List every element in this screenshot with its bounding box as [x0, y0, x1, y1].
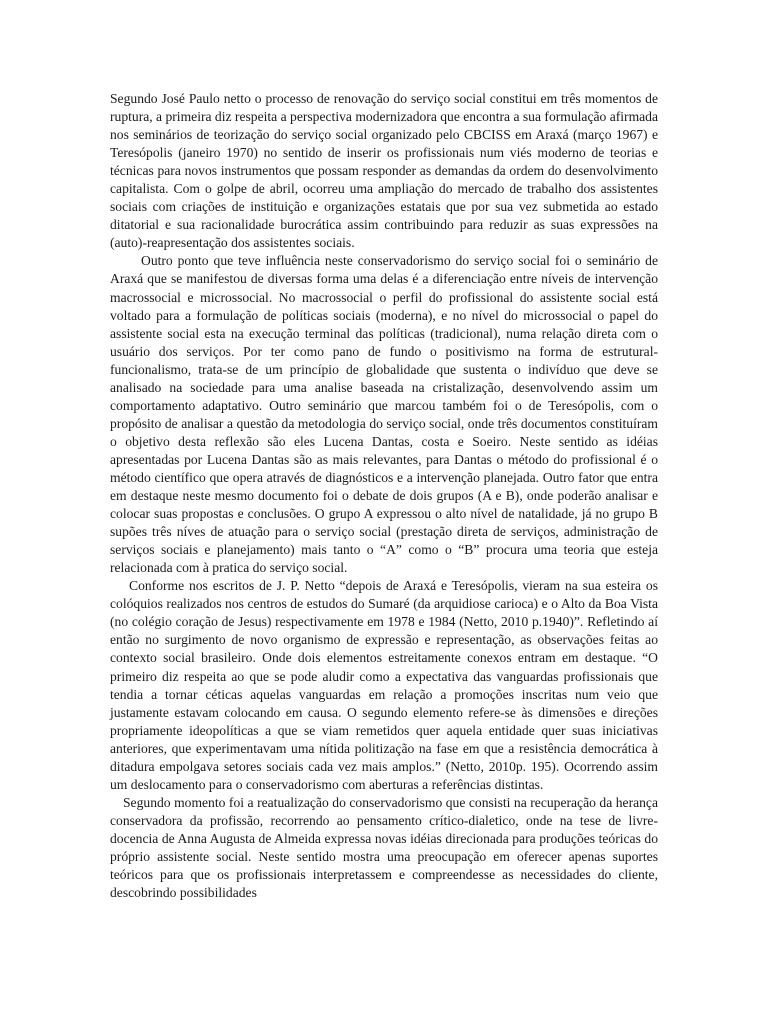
document-body — [110, 90, 658, 902]
paragraph-2: Outro ponto que teve influência neste conservadorismo do serviço social foi o seminário de Araxá que se manifestou de diversas forma uma delas é a diferenciação entre níveis de intervenção macrossocial e microssocial. No macrossocial o perfil do profissional do assistente social está voltado para a formulação de políticas sociais (moderna), e no nível do microssocial o papel do assistente social esta na execução terminal das políticas (tradicional), numa relação direta com o usuário dos serviços. Por ter como pano de fundo o positivismo na forma de estrutural-funcionalismo, trata-se de um princípio de globalidade que sustenta o indivíduo que deve se analisado na sociedade para uma analise baseada na cristalização, desenvolvendo assim um comportamento adaptativo. Outro seminário que marcou também foi o de Teresópolis, com o propósito de analisar a questão da metodologia do serviço social, onde três documentos constituíram o objetivo desta reflexão são eles Lucena Dantas, costa e Soeiro. Neste sentido as idéias apresentadas por Lucena Dantas são as mais relevantes, para Dantas o método do profissional é o método científico que opera através de diagnósticos e a intervenção planejada. Outro fator que entra em destaque neste mesmo documento foi o debate de dois grupos (A e B), onde poderão analisar e colocar suas propostas e conclusões. O grupo A expressou o alto nível de natalidade, já no grupo B supões três níves de atuação para o serviço social (prestação direta de serviços, administração de serviços sociais e planejamento) mais tanto o “A” como o “B” procura uma teoria que esteja relacionada com à pratica do serviço social. — [110, 253, 658, 576]
paragraph-4: Segundo momento foi a reatualização do conservadorismo que consisti na recuperação da herança conservadora da profissão, recorrendo ao pensamento crítico-dialetico, onde na tese de livre-docencia de Anna Augusta de Almeida expressa novas idéias direcionada para produções teóricas do próprio assistente social. Neste sentido mostra uma preocupação em oferecer apenas suportes teóricos para que os profissionais interpretassem e compreendesse as necessidades do cliente, descobrindo possibilidades — [110, 794, 658, 901]
paragraph-3: Conforme nos escritos de J. P. Netto “depois de Araxá e Teresópolis, vieram na sua esteira os colóquios realizados nos centros de estudos do Sumaré (da arquidiose carioca) e o Alto da Boa Vista (no colégio coração de Jesus) respectivamente em 1978 e 1984 (Netto, 2010 p.1940)”. Refletindo aí então no surgimento de novo organismo de expressão e representação, as observações feitas ao contexto social brasileiro. Onde dois elementos estreitamente conexos entram em destaque. “O primeiro diz respeita ao que se pode aludir como a expectativa das vanguardas profissionais que tendia a tornar céticas aquelas vanguardas em relação a promoções inscritas num veio que justamente estavam colocando em causa. O segundo elemento refere-se às dimensões e direções propriamente ideopolíticas a que se viam remetidos quer aquela entidade quer suas iniciativas anteriores, que experimentavam uma nítida politização na fase em que a resistência democrática à ditadura empolgava setores sociais cada vez mais amplos.” (Netto, 2010p. 195). Ocorrendo assim um deslocamento para o conservadorismo com aberturas a referências distintas. — [110, 578, 658, 792]
paragraph-1: Segundo José Paulo netto o processo de renovação do serviço social constitui em três momentos de ruptura, a primeira diz respeita a perspectiva modernizadora que encontra a sua formulação afirmada nos seminários de teorização do serviço social organizado pelo CBCISS em Araxá (março 1967) e Teresópolis (janeiro 1970) no sentido de inserir os profissionais num viés moderno de teorias e técnicas para novos instrumentos que possam responder as demandas da ordem do desenvolvimento capitalista. Com o golpe de abril, ocorreu uma ampliação do mercado de trabalho dos assistentes sociais com criações de instituição e organizações estatais que por sua vez submetida ao estado ditatorial e sua racionalidade burocrática assim contribuindo para reduzir as suas expressões na (auto)-reapresentação dos assistentes sociais. — [110, 91, 659, 251]
